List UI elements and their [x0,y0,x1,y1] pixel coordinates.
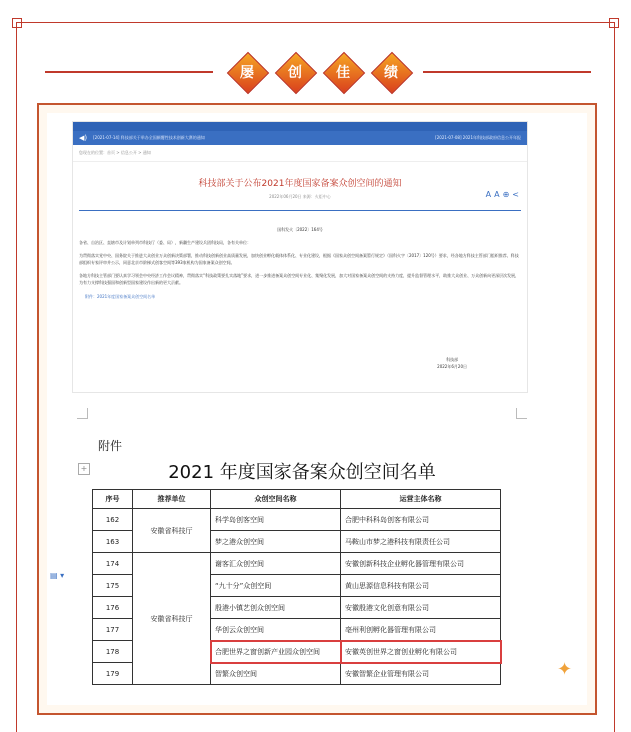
article-tools [486,190,519,199]
operator-cell: 安徽智繁企业管理有限公司 [341,663,501,685]
gov-page-screenshot [72,121,528,393]
gov-news-ticker [73,131,527,145]
row-number: 174 [93,553,133,575]
table-header-row [93,490,501,509]
font-small-button[interactable]: A [494,190,500,199]
attachment-link[interactable]: 附件：2021年度国家备案众创空间名单 [85,294,156,299]
breadcrumb: 您现在的位置：首页 > 信息公开 > 通知 [73,145,527,162]
space-name-cell: “九十分”众创空间 [211,575,341,597]
space-name-cell: 华创云众创空间 [211,619,341,641]
font-large-button[interactable]: A [485,190,492,199]
space-name-cell: 智繁众创空间 [211,663,341,685]
article-date-source: 2022年06月20日 来源：火炬中心 [269,194,331,199]
banner-diamond: 屡 [227,52,267,92]
doc-corner-mark [77,408,88,419]
column-header: 运营主体名称 [341,490,501,509]
banner-diamonds [227,52,411,92]
space-list-table [92,489,501,685]
row-number: 162 [93,509,133,531]
share-icon[interactable]: < [512,190,519,199]
operator-cell: 黄山思源信息科技有限公司 [341,575,501,597]
space-name-cell: 科学岛创客空间 [211,509,341,531]
gov-nav-bar [73,122,527,131]
operator-cell: 亳州利创孵化器管理有限公司 [341,619,501,641]
space-name-cell: 殷港小镇艺创众创空间 [211,597,341,619]
content-card [37,103,597,715]
operator-cell: 安徽殷港文化创意有限公司 [341,597,501,619]
attachment-title: 2021 年度国家备案众创空间名单 [168,462,436,483]
content-inner [47,113,587,705]
operator-cell: 马鞍山市梦之港科技有限责任公司 [341,531,501,553]
signer: 科技部 [446,357,459,362]
frame-corner-left [12,18,22,28]
table-move-handle-icon[interactable]: + [78,463,90,475]
table-row [93,553,501,575]
operator-cell: 安徽英创世界之窗创业孵化有限公司 [341,641,501,663]
column-header: 序号 [93,490,133,509]
section-banner [45,52,591,92]
document-side-icon[interactable]: ▤ ▾ [50,571,65,580]
row-number: 178 [93,641,133,663]
frame-left-border [16,22,17,732]
news-item-left[interactable]: [2021-07-14] 科技部关于举办全国颠覆性技术创新大赛的通知 [93,135,205,140]
sparkle-decoration-icon: ✦ [557,659,573,680]
print-icon[interactable]: ⊕ [502,190,510,199]
table-row [93,509,501,531]
banner-diamond: 绩 [371,52,411,92]
salutation: 各省、自治区、直辖市及计划单列市科技厅（委、局），新疆生产建设兵团科技局，各有关单位： [79,240,251,245]
sign-date: 2022年6月20日 [437,364,467,369]
speaker-icon: ◀) [79,134,88,142]
banner-diamond: 佳 [323,52,363,92]
banner-line-left [45,71,213,73]
document-number: 国科发火〔2022〕164号 [277,227,323,232]
row-number: 175 [93,575,133,597]
frame-top-border [16,22,615,23]
article-meta [73,190,527,200]
operator-cell: 合肥中科科岛创客有限公司 [341,509,501,531]
row-number: 176 [93,597,133,619]
column-header: 众创空间名称 [211,490,341,509]
banner-diamond: 创 [275,52,315,92]
title-divider [79,210,521,211]
operator-cell: 安徽创新科技企业孵化器管理有限公司 [341,553,501,575]
column-header: 推荐单位 [133,490,211,509]
attachment-label: 附件 [98,439,123,453]
row-number: 177 [93,619,133,641]
doc-corner-mark [516,408,527,419]
article-title: 科技部关于公布2021年度国家备案众创空间的通知 [198,179,402,189]
news-item-right[interactable]: [2021-07-08] 2021年科技部政府信息公开年报 [435,135,521,140]
frame-right-border [614,22,615,732]
recommender-cell: 安徽省科技厅 [133,553,211,685]
space-name-cell: 梦之港众创空间 [211,531,341,553]
paragraph-1: 为贯彻落实党中央、国务院关于推进大众创业万众创新决策部署，推动科技创新创业高质量发展，加快创业孵化载体体系化、专业化建设，根据《国家众创空间备案暂行规定》（国科火字〔2017〕120号）要求，经各地方科技主管部门组织推荐、科技部组织专家评审并公示，同意北京市阶梯式创客空间等393家机构为国家备案众创空间。 [79,253,519,265]
space-name-cell: 合肥世界之窗创新产业园众创空间 [211,641,341,663]
row-number: 179 [93,663,133,685]
recommender-cell: 安徽省科技厅 [133,509,211,553]
attachment-document [50,403,532,705]
banner-line-right [423,71,591,73]
signature [437,356,467,370]
space-name-cell: 谢客汇众创空间 [211,553,341,575]
paragraph-2: 各地方科技主管部门要认真学习领会中央经济工作会议精神，贯彻落实“科技政策要扎实落地”要求，进一步推进备案众创空间专业化、集聚化发展，加大对国家备案众创空间的支持力度，提升监督管理水平，助推大众创业、万众创新向更深层次发展，为有力支撑科技强国和创新型国家建设作出新的更大贡献。 [79,273,520,285]
row-number: 163 [93,531,133,553]
